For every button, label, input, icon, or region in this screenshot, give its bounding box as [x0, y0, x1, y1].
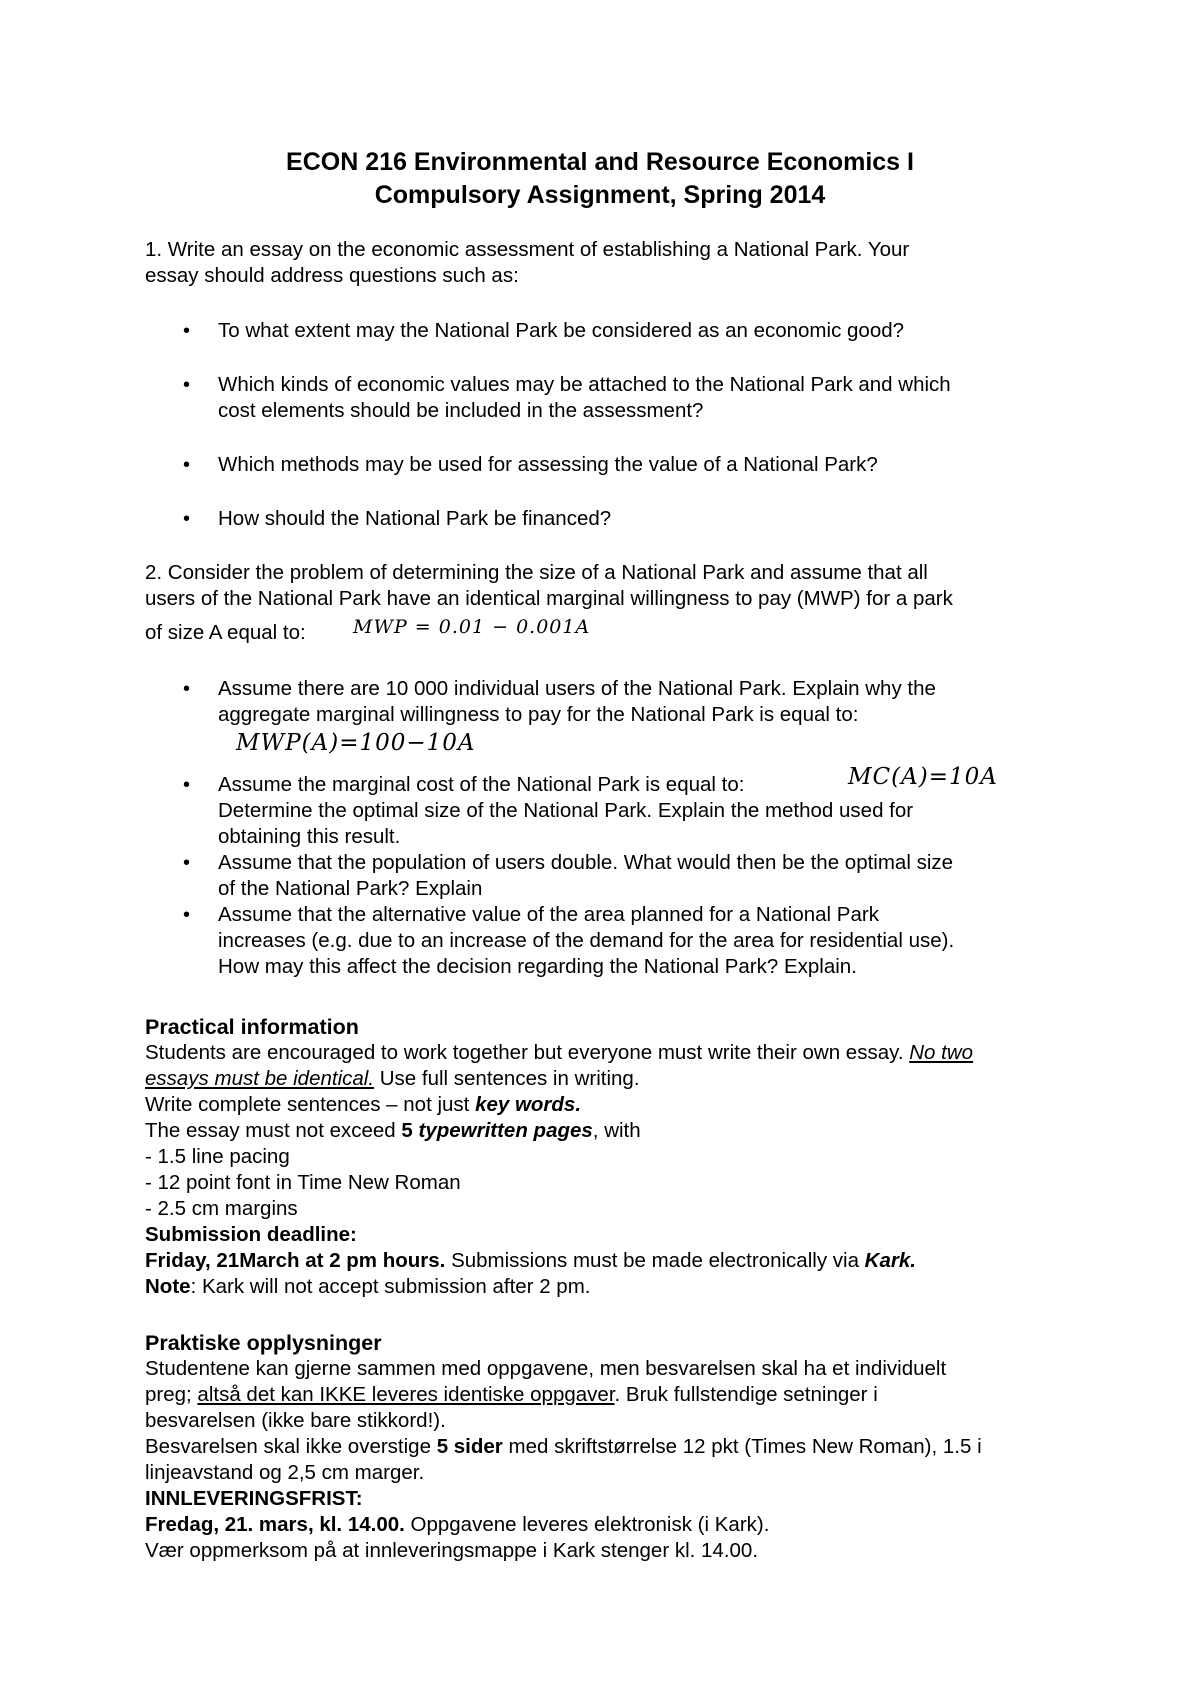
emphasis-span: Note [145, 1275, 191, 1298]
praktiske-line-1: Studentene kan gjerne sammen med oppgavene, men besvarelsen skal ha et individuelt [145, 1357, 947, 1380]
q2-bullet-2-line-1: Assume the marginal cost of the National Park is equal to: [218, 773, 745, 796]
text-span: med skriftstørrelse 12 pkt (Times New Roman), 1.5 i [502, 1435, 982, 1458]
praktiske-line-3: besvarelsen (ikke bare stikkord!). [145, 1409, 446, 1432]
emphasis-span: key words. [475, 1093, 582, 1116]
praktiske-heading: Praktiske opplysninger [145, 1331, 382, 1355]
praktiske-line-4 [145, 1434, 1105, 1460]
emphasis-span: Friday, 21March at 2 pm hours. [145, 1249, 446, 1272]
q2-bullet-3-line-1: Assume that the population of users double. What would then be the optimal size [218, 851, 954, 874]
q2-intro-line-1: 2. Consider the problem of determining the size of a National Park and assume that all [145, 561, 928, 584]
text-span: Use full sentences in writing. [374, 1067, 640, 1090]
text-span: The essay must not exceed [145, 1119, 402, 1142]
emphasis-span: typewritten pages [418, 1119, 593, 1142]
q1-bullet-4: How should the National Park be financed? [218, 507, 612, 530]
bullet-marker [183, 772, 195, 798]
emphasis-span: 5 [401, 1119, 419, 1142]
q2-bullet-2-line-3: obtaining this result. [218, 825, 401, 848]
formula-marginal-cost: MC(A)=10A [848, 764, 998, 790]
text-span: preg; [145, 1383, 198, 1406]
bullet-marker [183, 506, 195, 532]
practical-line-4 [145, 1118, 1105, 1144]
formula-individual-mwp: MWP = 0.01 − 0.001A [353, 616, 591, 638]
q2-bullet-4-line-3: How may this affect the decision regarding the National Park? Explain. [218, 955, 857, 978]
q2-bullet-2-line-2: Determine the optimal size of the National Park. Explain the method used for [218, 799, 914, 822]
q1-bullet-2-line-1: Which kinds of economic values may be attached to the National Park and which [218, 373, 951, 396]
practical-line-6: - 12 point font in Time New Roman [145, 1171, 461, 1194]
praktiske-line-2 [145, 1382, 1105, 1408]
emphasis-span: altså det kan IKKE leveres identiske oppgaver [197, 1383, 615, 1406]
practical-line-10 [145, 1274, 1105, 1300]
q2-intro-line-2: users of the National Park have an identical marginal willingness to pay (MWP) for a park [145, 587, 953, 610]
text-span: . Bruk fullstendige setninger i [614, 1383, 878, 1406]
q2-intro-line-3: of size A equal to: [145, 621, 306, 644]
practical-line-5: - 1.5 line pacing [145, 1145, 290, 1168]
praktiske-line-5: linjeavstand og 2,5 cm marger. [145, 1461, 425, 1484]
emphasis-span: 5 sider [436, 1435, 503, 1458]
practical-line-1 [145, 1040, 1105, 1066]
emphasis-span: No two [909, 1041, 974, 1064]
emphasis-span: Kark. [864, 1249, 916, 1272]
bullet-marker [183, 372, 195, 398]
document-title: ECON 216 Environmental and Resource Economics I [286, 148, 914, 176]
q2-bullet-4-line-1: Assume that the alternative value of the area planned for a National Park [218, 903, 879, 926]
text-span: , with [592, 1119, 641, 1142]
q2-bullet-4-line-2: increases (e.g. due to an increase of the demand for the area for residential use). [218, 929, 955, 952]
practical-line-7: - 2.5 cm margins [145, 1197, 298, 1220]
practical-line-9 [145, 1248, 1105, 1274]
innleveringsfrist-label: INNLEVERINGSFRIST: [145, 1487, 363, 1510]
emphasis-span: Fredag, 21. mars, kl. 14.00. [145, 1513, 405, 1536]
submission-deadline-label: Submission deadline: [145, 1223, 357, 1246]
bullet-marker [183, 452, 195, 478]
practical-line-3 [145, 1092, 1105, 1118]
q2-bullet-1-line-1: Assume there are 10 000 individual users of the National Park. Explain why the [218, 677, 936, 700]
bullet-marker [183, 676, 195, 702]
practical-heading: Practical information [145, 1015, 359, 1039]
q1-bullet-2-line-2: cost elements should be included in the assessment? [218, 399, 704, 422]
practical-line-2 [145, 1066, 1105, 1092]
bullet-marker [183, 318, 195, 344]
q2-bullet-1-line-2: aggregate marginal willingness to pay for the National Park is equal to: [218, 703, 859, 726]
text-span: Besvarelsen skal ikke overstige [145, 1435, 437, 1458]
q1-intro-line-2: essay should address questions such as: [145, 264, 519, 287]
praktiske-line-7 [145, 1512, 1105, 1538]
document-subtitle: Compulsory Assignment, Spring 2014 [374, 181, 826, 209]
q1-intro-line-1: 1. Write an essay on the economic assessment of establishing a National Park. Your [145, 238, 910, 261]
q1-bullet-3: Which methods may be used for assessing the value of a National Park? [218, 453, 878, 476]
emphasis-span: essays must be identical. [145, 1067, 375, 1090]
formula-aggregate-mwp: MWP(A)=100−10A [236, 730, 476, 756]
q1-bullet-1: To what extent may the National Park be considered as an economic good? [218, 319, 905, 342]
q2-bullet-3-line-2: of the National Park? Explain [218, 877, 483, 900]
text-span: Write complete sentences – not just [145, 1093, 476, 1116]
text-span: Oppgavene leveres elektronisk (i Kark). [404, 1513, 770, 1536]
text-span: : Kark will not accept submission after 2 pm. [190, 1275, 591, 1298]
text-span: Students are encouraged to work together but everyone must write their own essay. [145, 1041, 910, 1064]
bullet-marker [183, 902, 195, 928]
praktiske-line-8: Vær oppmerksom på at innleveringsmappe i Kark stenger kl. 14.00. [145, 1539, 759, 1562]
bullet-marker [183, 850, 195, 876]
text-span: Submissions must be made electronically via [445, 1249, 865, 1272]
